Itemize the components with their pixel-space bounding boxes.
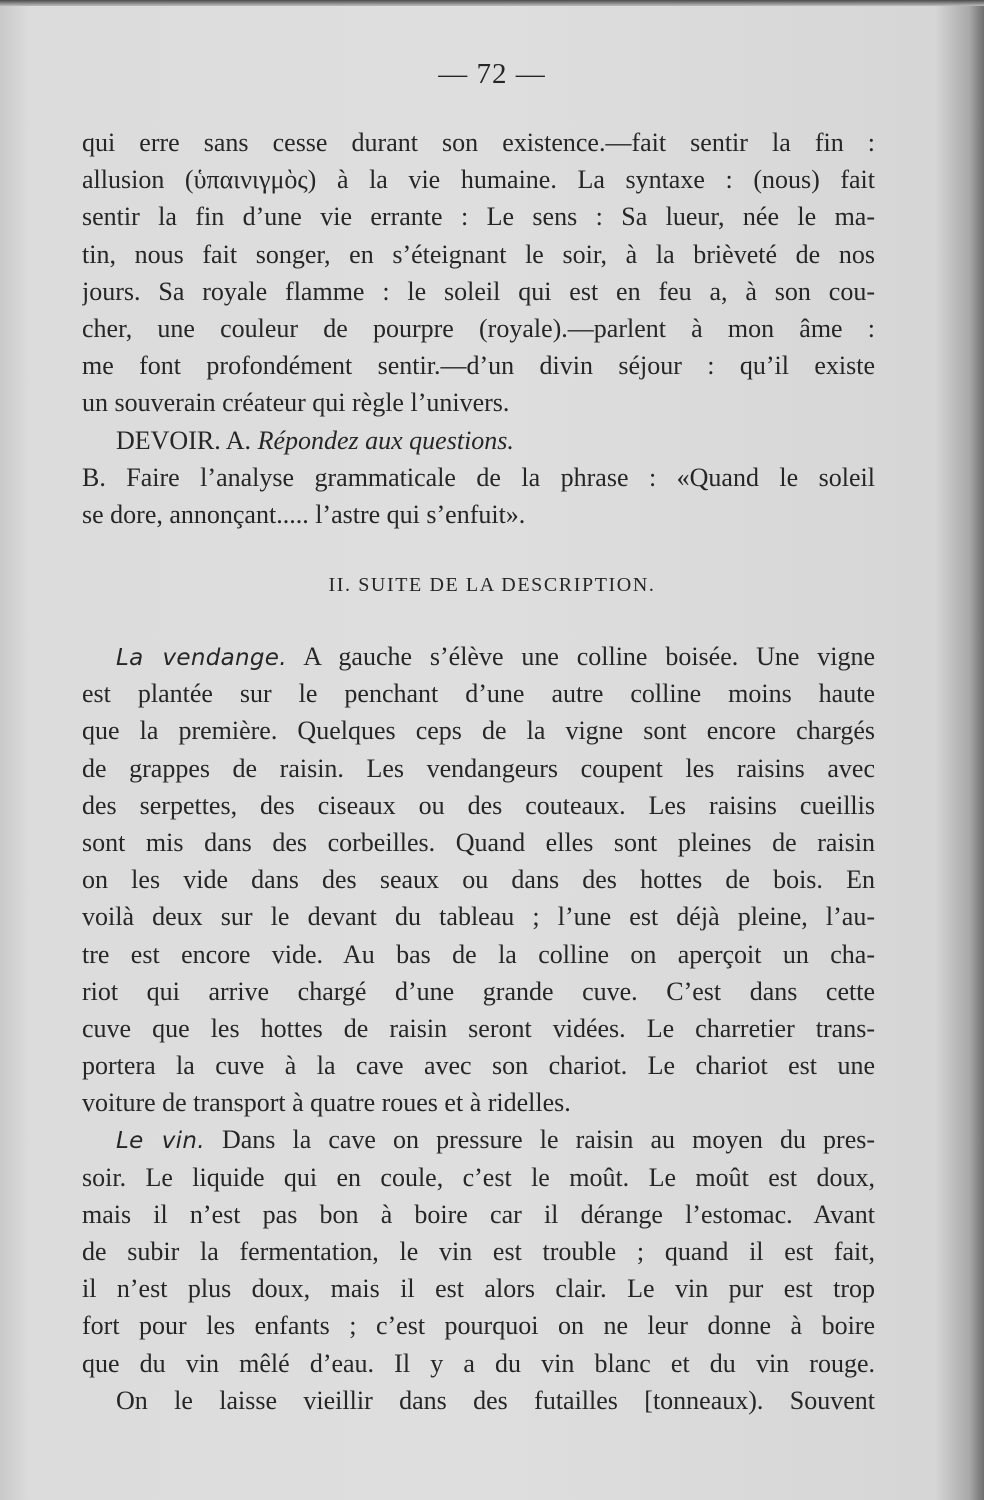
text-line: que du vin mêlé d’eau. Il y a du vin blanc et du vin rouge. bbox=[82, 1348, 875, 1378]
vin-title: Le vin. bbox=[116, 1128, 205, 1155]
text-line: riot qui arrive chargé d’une grande cuve. C’est dans cette bbox=[82, 976, 875, 1006]
text-line: soir. Le liquide qui en coule, c’est le moût. Le moût est doux, bbox=[82, 1162, 875, 1192]
text-line: mais il n’est pas bon à boire car il dérange l’estomac. Avant bbox=[82, 1199, 875, 1229]
text-line: sentir la fin d’une vie errante : Le sens : Sa lueur, née le ma- bbox=[82, 202, 875, 232]
text-line: On le laisse vieillir dans des futailles [tonneaux). Souvent bbox=[116, 1385, 875, 1415]
text-line: tre est encore vide. Au bas de la colline on aperçoit un cha- bbox=[82, 939, 875, 969]
text-line: de subir la fermentation, le vin est trouble ; quand il est fait, bbox=[82, 1237, 875, 1266]
text-line: que la première. Quelques ceps de la vigne sont encore chargés bbox=[82, 716, 875, 746]
text-line: on les vide dans des seaux ou dans des hottes de bois. En bbox=[82, 865, 875, 895]
text-line: cuve que les hottes de raisin seront vidées. Le charretier trans- bbox=[82, 1013, 875, 1043]
text-line: me font profondément sentir.—d’un divin séjour : qu’il existe bbox=[82, 351, 875, 381]
text-line: de grappes de raisin. Les vendangeurs coupent les raisins avec bbox=[82, 753, 875, 783]
text-line: est plantée sur le penchant d’une autre colline moins haute bbox=[82, 679, 875, 709]
section-heading: II. SUITE DE LA DESCRIPTION. bbox=[328, 574, 656, 596]
vendange-title: La vendange. bbox=[116, 645, 287, 671]
text-line: fort pour les enfants ; c’est pourquoi on ne leur donne à boire bbox=[82, 1311, 875, 1341]
text-line: des serpettes, des ciseaux ou des couteaux. Les raisins cueillis bbox=[82, 790, 875, 820]
paragraph-first-line bbox=[82, 638, 875, 675]
text-line: qui erre sans cesse durant son existence.—fait sentir la fin : bbox=[82, 128, 875, 157]
section-notes bbox=[82, 124, 875, 533]
devoir-instruction: Répondez aux questions. bbox=[257, 425, 514, 455]
text-line: voiture de transport à quatre roues et à ridelles. bbox=[82, 1088, 571, 1118]
text-line: tin, nous fait songer, en s’éteignant le soir, à la brièveté de nos bbox=[82, 239, 875, 269]
exercise-line: B. Faire l’analyse grammaticale de la phrase : «Quand le soleil bbox=[82, 462, 875, 492]
section-description bbox=[82, 638, 875, 1419]
exercise-line: se dore, annonçant..... l’astre qui s’enfuit». bbox=[82, 499, 526, 529]
text-line: cher, une couleur de pourpre (royale).—parlent à mon âme : bbox=[82, 313, 875, 343]
text-line: portera la cuve à la cave avec son chariot. Le chariot est une bbox=[82, 1051, 875, 1081]
page-number: — 72 — bbox=[438, 58, 546, 90]
text-line: un souverain créateur qui règle l’univers. bbox=[82, 388, 510, 418]
devoir-line bbox=[82, 422, 875, 459]
text-line: jours. Sa royale flamme : le soleil qui est en feu a, à son cou- bbox=[82, 276, 875, 306]
paragraph-first-line bbox=[82, 1121, 875, 1158]
devoir-label: DEVOIR. A. bbox=[116, 425, 252, 455]
text-line: il n’est plus doux, mais il est alors clair. Le vin pur est trop bbox=[82, 1274, 875, 1304]
text-line: voilà deux sur le devant du tableau ; l’une est déjà pleine, l’au- bbox=[82, 902, 875, 932]
text-line: allusion (ὑπαινιγμὸς) à la vie humaine. La syntaxe : (nous) fait bbox=[82, 165, 875, 195]
vin-first-line: Dans la cave on pressure le raisin au moyen du pres- bbox=[221, 1125, 875, 1155]
text-line: sont mis dans des corbeilles. Quand elles sont pleines de raisin bbox=[82, 827, 875, 857]
page-top-edge bbox=[0, 0, 984, 6]
vendange-first-line: A gauche s’élève une colline boisée. Une vigne bbox=[303, 642, 875, 671]
